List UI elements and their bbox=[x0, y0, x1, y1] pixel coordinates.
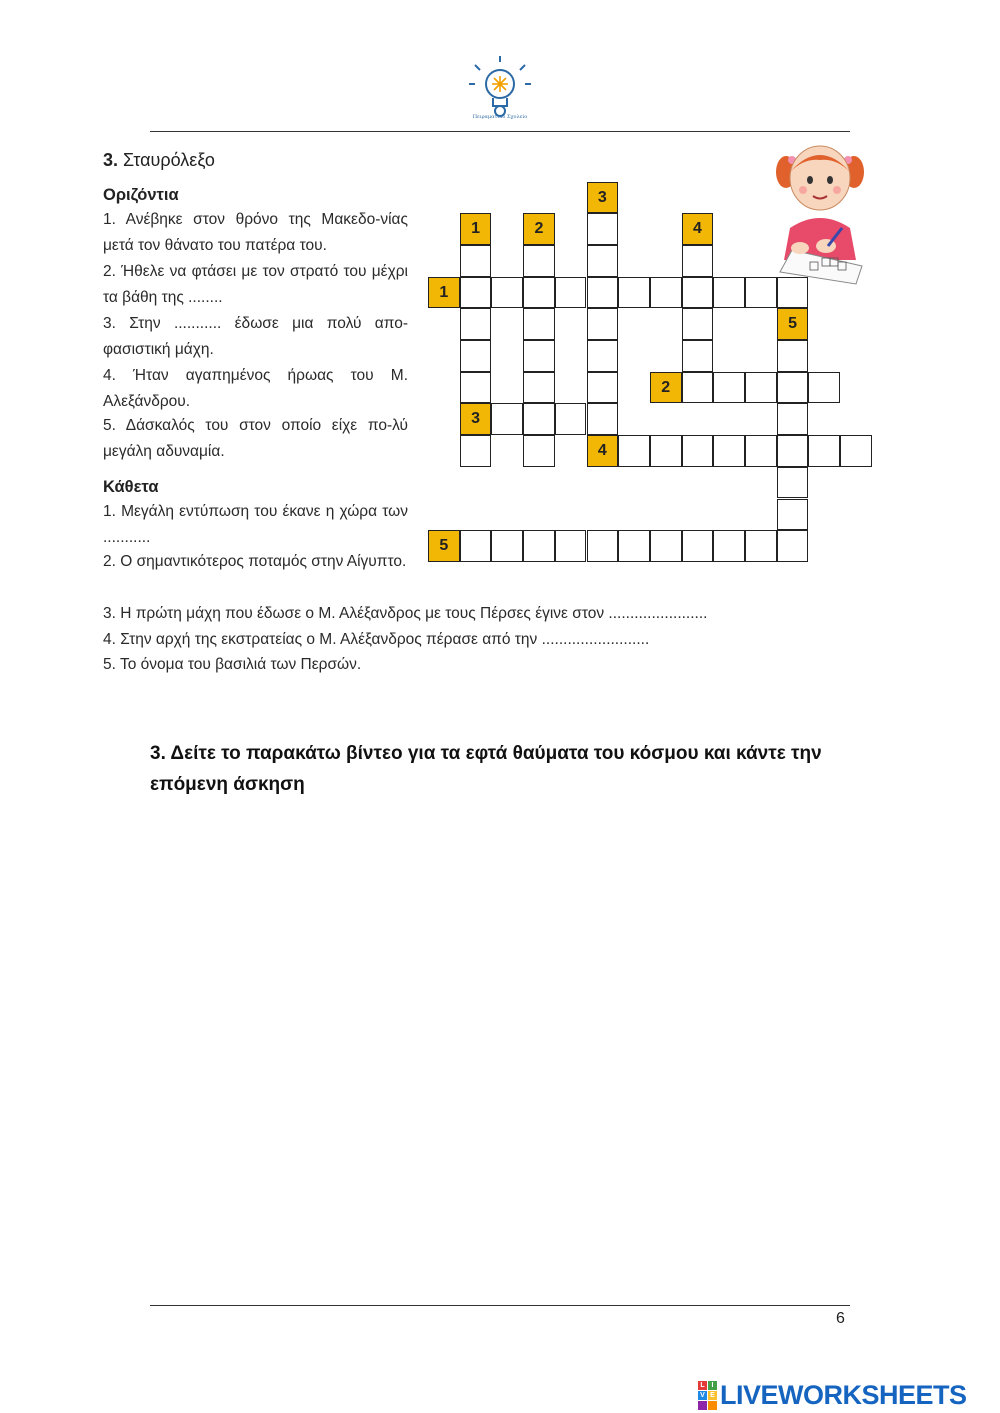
crossword-across-1-cell[interactable] bbox=[555, 277, 587, 309]
across-clue-4: 4. Ήταν αγαπημένος ήρωας του Μ. Αλεξάνδρου. bbox=[103, 367, 408, 410]
crossword-across-5-cell[interactable] bbox=[460, 530, 492, 562]
crossword-across-2-cell[interactable] bbox=[745, 372, 777, 404]
crossword-across-5-cell[interactable] bbox=[587, 530, 619, 562]
down-clue-3: 3. Η πρώτη μάχη που έδωσε ο Μ. Αλέξανδρος με τους Πέρσες έγινε στον ....................... bbox=[103, 605, 708, 622]
crossword-across-4-cell[interactable] bbox=[618, 435, 650, 467]
crossword-down-2-cell[interactable] bbox=[523, 435, 555, 467]
crossword-down-5-cell[interactable] bbox=[777, 499, 809, 531]
across-clue-2: 2. Ήθελε να φτάσει με τον στρατό του μέχρι τα βάθη της ........ bbox=[103, 263, 408, 306]
crossword-across-5-number: 5 bbox=[428, 530, 460, 562]
crossword-across-5-cell[interactable] bbox=[618, 530, 650, 562]
liveworksheets-logo-tile: L bbox=[698, 1381, 707, 1390]
crossword-down-2-cell[interactable] bbox=[523, 372, 555, 404]
crossword-across-2-cell[interactable] bbox=[713, 372, 745, 404]
liveworksheets-logo-tile: E bbox=[708, 1391, 717, 1400]
crossword-across-2-cell[interactable] bbox=[808, 372, 840, 404]
logo-caption: Πειραματικό Σχολείο bbox=[472, 114, 528, 120]
crossword-down-3-cell[interactable] bbox=[587, 213, 619, 245]
across-heading: Οριζόντια bbox=[103, 186, 179, 204]
crossword-down-5-cell[interactable] bbox=[777, 403, 809, 435]
liveworksheets-wordmark: LIVEWORKSHEETS bbox=[720, 1379, 967, 1410]
crossword-down-3-cell[interactable] bbox=[587, 277, 619, 309]
crossword-down-2-number: 2 bbox=[523, 213, 555, 245]
crossword-across-5-cell[interactable] bbox=[682, 530, 714, 562]
down-clue-1: 1. Μεγάλη εντύπωση του έκανε η χώρα των ........... bbox=[103, 503, 408, 546]
crossword-down-4-cell[interactable] bbox=[682, 277, 714, 309]
header-divider bbox=[150, 131, 850, 132]
video-exercise-instruction: 3. Δείτε το παρακάτω βίντεο για τα εφτά θαύματα του κόσμου και κάντε την επόμενη άσκηση bbox=[150, 743, 822, 795]
crossword-down-5-cell[interactable] bbox=[777, 340, 809, 372]
crossword-across-4-cell[interactable] bbox=[650, 435, 682, 467]
crossword-across-4-cell[interactable] bbox=[840, 435, 872, 467]
crossword-across-1-cell[interactable] bbox=[713, 277, 745, 309]
liveworksheets-brand[interactable] bbox=[698, 1378, 967, 1412]
crossword-down-3-number: 3 bbox=[587, 182, 619, 214]
crossword-across-3-number: 3 bbox=[460, 403, 492, 435]
liveworksheets-logo-tile: I bbox=[708, 1381, 717, 1390]
crossword-down-4-cell[interactable] bbox=[682, 340, 714, 372]
crossword-down-5-cell[interactable] bbox=[777, 467, 809, 499]
page-number: 6 bbox=[836, 1310, 845, 1327]
crossword-across-2-number: 2 bbox=[650, 372, 682, 404]
crossword-across-4-cell[interactable] bbox=[745, 435, 777, 467]
crossword-across-5-cell[interactable] bbox=[650, 530, 682, 562]
down-heading: Κάθετα bbox=[103, 478, 159, 496]
crossword-across-5-cell[interactable] bbox=[491, 530, 523, 562]
crossword-down-1-cell[interactable] bbox=[460, 435, 492, 467]
crossword-down-5-cell[interactable] bbox=[777, 530, 809, 562]
crossword-down-1-number: 1 bbox=[460, 213, 492, 245]
crossword-down-3-cell[interactable] bbox=[587, 308, 619, 340]
crossword-down-1-cell[interactable] bbox=[460, 277, 492, 309]
crossword-across-4-cell[interactable] bbox=[713, 435, 745, 467]
liveworksheets-logo-icon bbox=[698, 1381, 717, 1410]
crossword-down-4-cell[interactable] bbox=[682, 372, 714, 404]
crossword-down-2-cell[interactable] bbox=[523, 308, 555, 340]
crossword-across-1-cell[interactable] bbox=[618, 277, 650, 309]
crossword-across-1-cell[interactable] bbox=[650, 277, 682, 309]
crossword-across-5-cell[interactable] bbox=[713, 530, 745, 562]
across-clue-3: 3. Στην ........... έδωσε μια πολύ απο-φασιστική μάχη. bbox=[103, 315, 408, 358]
crossword-down-1-cell[interactable] bbox=[460, 245, 492, 277]
crossword-down-3-cell[interactable] bbox=[587, 372, 619, 404]
crossword-down-3-cell[interactable] bbox=[587, 245, 619, 277]
crossword-down-1-cell[interactable] bbox=[460, 308, 492, 340]
down-clue-5: 5. Το όνομα του βασιλιά των Περσών. bbox=[103, 656, 362, 673]
crossword-across-5-cell[interactable] bbox=[555, 530, 587, 562]
crossword-across-1-number: 1 bbox=[428, 277, 460, 309]
crossword-down-4-number: 4 bbox=[682, 213, 714, 245]
crossword-across-4-number: 4 bbox=[587, 435, 619, 467]
crossword-down-1-cell[interactable] bbox=[460, 340, 492, 372]
across-clue-5: 5. Δάσκαλός του στον οποίο είχε πο-λύ μεγάλη αδυναμία. bbox=[103, 417, 408, 460]
crossword-down-2-cell[interactable] bbox=[523, 277, 555, 309]
down-clue-2: 2. Ο σημαντικότερος ποταμός στην Αίγυπτο. bbox=[103, 553, 407, 570]
liveworksheets-logo-tile bbox=[708, 1401, 717, 1410]
down-clue-4: 4. Στην αρχή της εκστρατείας ο Μ. Αλέξανδρος πέρασε από την ......................... bbox=[103, 631, 650, 648]
crossword-down-5-number: 5 bbox=[777, 308, 809, 340]
crossword-down-3-cell[interactable] bbox=[587, 340, 619, 372]
crossword-down-4-cell[interactable] bbox=[682, 308, 714, 340]
liveworksheets-logo-tile bbox=[698, 1401, 707, 1410]
crossword-across-5-cell[interactable] bbox=[745, 530, 777, 562]
crossword-down-5-cell[interactable] bbox=[777, 372, 809, 404]
crossword-down-5-cell[interactable] bbox=[777, 435, 809, 467]
crossword-across-3-cell[interactable] bbox=[555, 403, 587, 435]
crossword-across-4-cell[interactable] bbox=[808, 435, 840, 467]
crossword-down-2-cell[interactable] bbox=[523, 403, 555, 435]
liveworksheets-logo-tile: V bbox=[698, 1391, 707, 1400]
crossword-down-1-cell[interactable] bbox=[460, 372, 492, 404]
crossword-title: 3. Σταυρόλεξο bbox=[103, 150, 215, 170]
girl-writing-crossword-icon bbox=[770, 138, 870, 286]
crossword-down-3-cell[interactable] bbox=[587, 403, 619, 435]
crossword-down-2-cell[interactable] bbox=[523, 340, 555, 372]
footer-divider bbox=[150, 1305, 850, 1306]
crossword-down-4-cell[interactable] bbox=[682, 245, 714, 277]
crossword-across-3-cell[interactable] bbox=[491, 403, 523, 435]
crossword-down-2-cell[interactable] bbox=[523, 245, 555, 277]
across-clue-1: 1. Ανέβηκε στον θρόνο της Μακεδο-νίας μετά τον θάνατο του πατέρα του. bbox=[103, 211, 408, 254]
crossword-across-1-cell[interactable] bbox=[491, 277, 523, 309]
crossword-across-4-cell[interactable] bbox=[682, 435, 714, 467]
crossword-across-5-cell[interactable] bbox=[523, 530, 555, 562]
